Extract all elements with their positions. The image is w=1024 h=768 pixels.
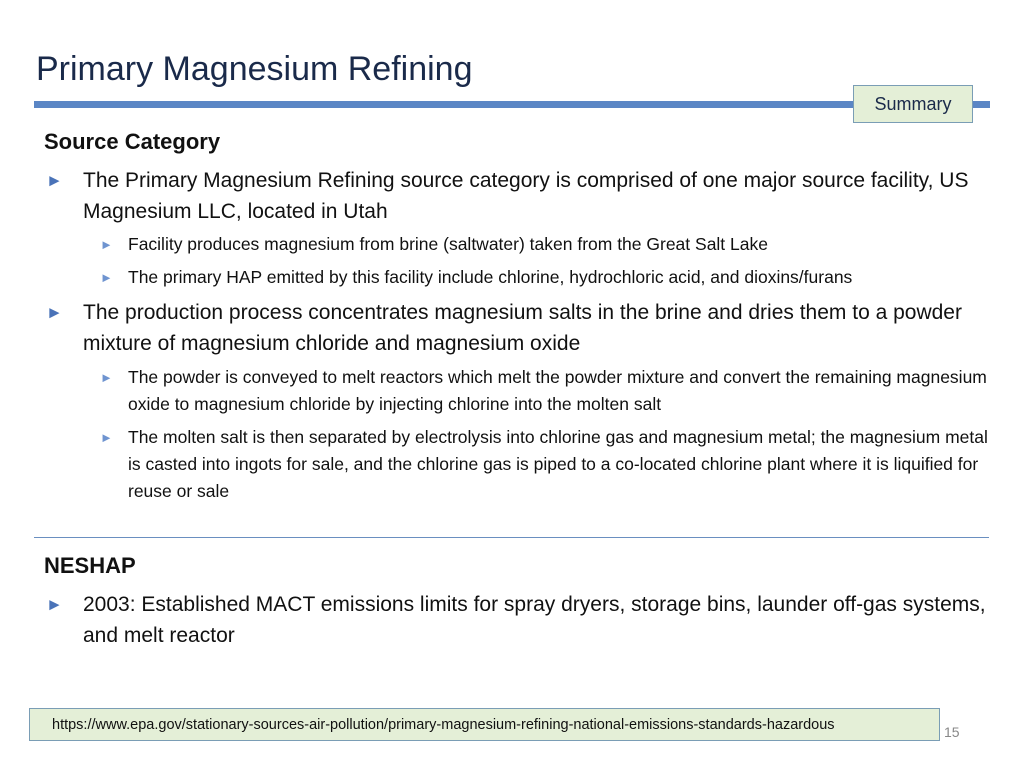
summary-badge: Summary — [853, 85, 973, 123]
title-underline — [34, 101, 990, 108]
section-heading-source-category: Source Category — [44, 129, 221, 154]
list-item — [100, 231, 1000, 258]
page-number: 15 — [944, 724, 960, 740]
list-item — [100, 424, 1000, 505]
slide-title: Primary Magnesium Refining — [36, 50, 473, 88]
section-divider — [34, 537, 989, 538]
triangle-right-icon: ► — [46, 595, 63, 614]
source-url-link[interactable]: https://www.epa.gov/stationary-sources-air-pollution/primary-magnesium-refining-national-emissions-standards-hazardous — [29, 708, 940, 741]
section-heading-neshap: NESHAP — [44, 553, 136, 578]
list-item — [46, 297, 986, 359]
list-item — [100, 364, 1000, 418]
triangle-right-icon: ► — [100, 270, 113, 285]
list-item — [46, 589, 986, 651]
triangle-right-icon: ► — [100, 237, 113, 252]
list-item — [46, 165, 986, 227]
list-item — [100, 264, 1000, 291]
triangle-right-icon: ► — [46, 171, 63, 190]
bullet-text: 2003: Established MACT emissions limits for spray dryers, storage bins, launder off-gas systems, and melt reactor — [83, 593, 986, 647]
triangle-right-icon: ► — [100, 430, 113, 445]
sub-bullet-text: The molten salt is then separated by electrolysis into chlorine gas and magnesium metal; the magnesium metal is casted into ingots for sale, and the chlorine gas is piped to a co-located chlorine plant where it is liquified for reuse or sale — [128, 427, 988, 501]
sub-bullet-text: Facility produces magnesium from brine (saltwater) taken from the Great Salt Lake — [128, 234, 768, 254]
bullet-text: The Primary Magnesium Refining source category is comprised of one major source facility, US Magnesium LLC, located in Utah — [83, 169, 969, 223]
sub-bullet-text: The primary HAP emitted by this facility include chlorine, hydrochloric acid, and dioxins/furans — [128, 267, 853, 287]
triangle-right-icon: ► — [46, 303, 63, 322]
triangle-right-icon: ► — [100, 370, 113, 385]
sub-bullet-text: The powder is conveyed to melt reactors which melt the powder mixture and convert the remaining magnesium oxide to magnesium chloride by injecting chlorine into the molten salt — [128, 367, 987, 414]
bullet-text: The production process concentrates magnesium salts in the brine and dries them to a powder mixture of magnesium chloride and magnesium oxide — [83, 301, 962, 355]
